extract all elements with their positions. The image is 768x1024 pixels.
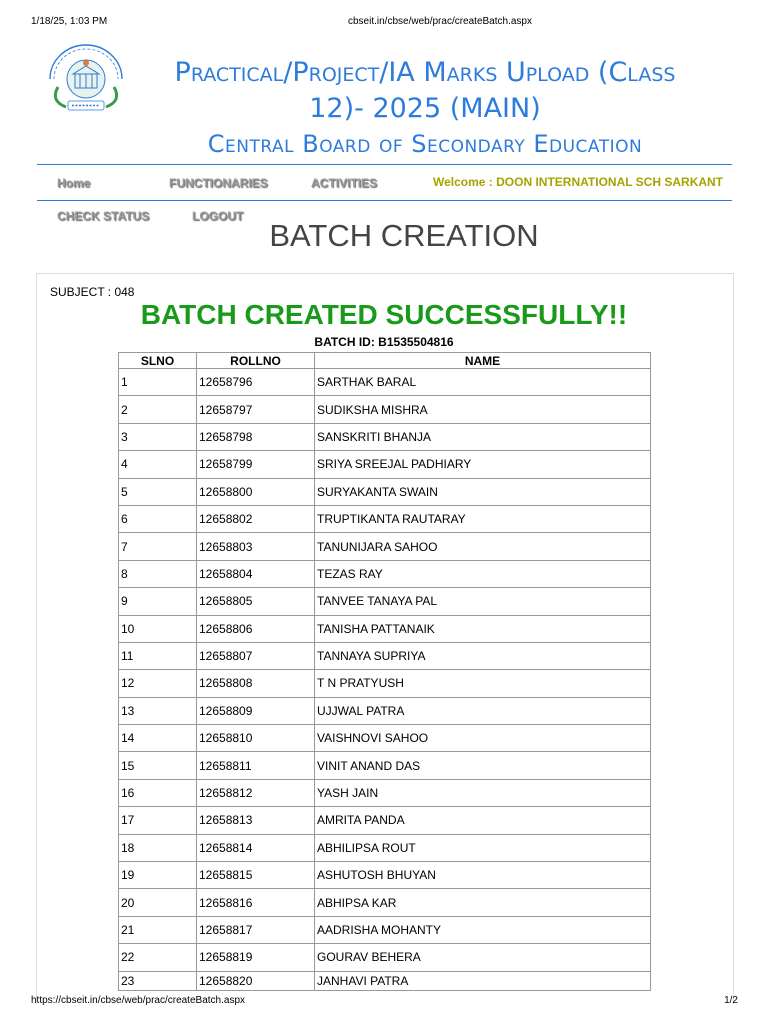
- table-row: [119, 478, 651, 505]
- cell-rollno: 12658808: [197, 670, 315, 697]
- student-table: [118, 352, 651, 991]
- cell-name: AADRISHA MOHANTY: [315, 916, 651, 943]
- cell-name: UJJWAL PATRA: [315, 697, 651, 724]
- cell-slno: 19: [119, 862, 197, 889]
- cell-name: T N PRATYUSH: [315, 670, 651, 697]
- cell-rollno: 12658816: [197, 889, 315, 916]
- cell-slno: 11: [119, 642, 197, 669]
- table-row: [119, 369, 651, 396]
- cell-name: SURYAKANTA SWAIN: [315, 478, 651, 505]
- nav-check-status[interactable]: CHECK STATUS: [57, 209, 150, 223]
- header-divider: [37, 164, 732, 165]
- board-name: Central Board of Secondary Education: [207, 130, 643, 158]
- cell-name: VINIT ANAND DAS: [315, 752, 651, 779]
- welcome-message: Welcome : DOON INTERNATIONAL SCH SARKANT: [433, 175, 724, 189]
- table-row: [119, 834, 651, 861]
- cell-rollno: 12658814: [197, 834, 315, 861]
- cell-rollno: 12658804: [197, 560, 315, 587]
- nav-functionaries[interactable]: FUNCTIONARIES: [169, 176, 268, 190]
- cell-slno: 7: [119, 533, 197, 560]
- table-row: [119, 451, 651, 478]
- cell-name: SANSKRITI BHANJA: [315, 423, 651, 450]
- table-row: [119, 505, 651, 532]
- table-row: [119, 697, 651, 724]
- table-body: [119, 369, 651, 991]
- table-row: [119, 725, 651, 752]
- cell-rollno: 12658820: [197, 971, 315, 990]
- table-row: [119, 889, 651, 916]
- cell-name: ASHUTOSH BHUYAN: [315, 862, 651, 889]
- cell-name: VAISHNOVI SAHOO: [315, 725, 651, 752]
- cell-slno: 18: [119, 834, 197, 861]
- table-row: [119, 971, 651, 990]
- column-header-rollno: ROLLNO: [197, 353, 315, 369]
- cell-name: TANUNIJARA SAHOO: [315, 533, 651, 560]
- cell-rollno: 12658815: [197, 862, 315, 889]
- page-heading: BATCH CREATION: [269, 218, 539, 253]
- table-row: [119, 807, 651, 834]
- subject-label: SUBJECT : 048: [50, 285, 135, 299]
- cell-rollno: 12658803: [197, 533, 315, 560]
- cell-rollno: 12658806: [197, 615, 315, 642]
- cell-slno: 1: [119, 369, 197, 396]
- cell-slno: 2: [119, 396, 197, 423]
- table-row: [119, 642, 651, 669]
- cell-slno: 15: [119, 752, 197, 779]
- batch-id: BATCH ID: B1535504816: [314, 335, 454, 349]
- cell-slno: 6: [119, 505, 197, 532]
- cell-slno: 8: [119, 560, 197, 587]
- cell-name: TANNAYA SUPRIYA: [315, 642, 651, 669]
- cell-slno: 5: [119, 478, 197, 505]
- cell-name: TANVEE TANAYA PAL: [315, 588, 651, 615]
- table-row: [119, 588, 651, 615]
- cell-slno: 12: [119, 670, 197, 697]
- cell-slno: 13: [119, 697, 197, 724]
- cell-name: SRIYA SREEJAL PADHIARY: [315, 451, 651, 478]
- cell-rollno: 12658817: [197, 916, 315, 943]
- table-row: [119, 916, 651, 943]
- cell-rollno: 12658797: [197, 396, 315, 423]
- cell-rollno: 12658819: [197, 944, 315, 971]
- cell-slno: 16: [119, 779, 197, 806]
- cell-rollno: 12658802: [197, 505, 315, 532]
- cell-name: AMRITA PANDA: [315, 807, 651, 834]
- cell-name: TANISHA PATTANAIK: [315, 615, 651, 642]
- cell-rollno: 12658807: [197, 642, 315, 669]
- table-row: [119, 752, 651, 779]
- cell-rollno: 12658800: [197, 478, 315, 505]
- cell-rollno: 12658809: [197, 697, 315, 724]
- success-message: BATCH CREATED SUCCESSFULLY!!: [140, 299, 628, 330]
- cell-rollno: 12658811: [197, 752, 315, 779]
- cell-slno: 14: [119, 725, 197, 752]
- column-header-name: NAME: [315, 353, 651, 369]
- cell-slno: 20: [119, 889, 197, 916]
- cell-slno: 22: [119, 944, 197, 971]
- cell-name: YASH JAIN: [315, 779, 651, 806]
- cell-name: TRUPTIKANTA RAUTARAY: [315, 505, 651, 532]
- nav-activities[interactable]: ACTIVITIES: [311, 176, 378, 190]
- print-footer-url: https://cbseit.in/cbse/web/prac/createBatch.aspx: [31, 995, 245, 1006]
- nav-divider: [37, 200, 732, 201]
- page-title: [130, 55, 720, 127]
- print-timestamp: 1/18/25, 1:03 PM: [31, 16, 108, 27]
- table-row: [119, 862, 651, 889]
- nav-logout[interactable]: LOGOUT: [192, 209, 244, 223]
- table-row: [119, 560, 651, 587]
- table-row: [119, 423, 651, 450]
- cell-name: SARTHAK BARAL: [315, 369, 651, 396]
- print-page-number: 1/2: [724, 995, 738, 1006]
- cell-name: ABHIPSA KAR: [315, 889, 651, 916]
- cell-slno: 21: [119, 916, 197, 943]
- cell-rollno: 12658812: [197, 779, 315, 806]
- table-row: [119, 670, 651, 697]
- cell-slno: 9: [119, 588, 197, 615]
- title-line-2: 12)- 2025 (MAIN): [309, 93, 541, 124]
- cell-name: ABHILIPSA ROUT: [315, 834, 651, 861]
- table-row: [119, 944, 651, 971]
- print-page-url: cbseit.in/cbse/web/prac/createBatch.aspx: [348, 16, 532, 27]
- table-row: [119, 533, 651, 560]
- cell-rollno: 12658799: [197, 451, 315, 478]
- cell-name: JANHAVI PATRA: [315, 971, 651, 990]
- column-header-slno: SLNO: [119, 353, 197, 369]
- cell-slno: 4: [119, 451, 197, 478]
- cell-rollno: 12658796: [197, 369, 315, 396]
- table-row: [119, 396, 651, 423]
- table-row: [119, 779, 651, 806]
- cell-rollno: 12658813: [197, 807, 315, 834]
- cell-slno: 10: [119, 615, 197, 642]
- cell-name: SUDIKSHA MISHRA: [315, 396, 651, 423]
- table-header-row: [119, 353, 651, 369]
- cell-rollno: 12658805: [197, 588, 315, 615]
- table-row: [119, 615, 651, 642]
- cell-rollno: 12658810: [197, 725, 315, 752]
- cell-slno: 3: [119, 423, 197, 450]
- cell-name: GOURAV BEHERA: [315, 944, 651, 971]
- cell-slno: 17: [119, 807, 197, 834]
- cell-slno: 23: [119, 971, 197, 990]
- cell-rollno: 12658798: [197, 423, 315, 450]
- title-line-1: Practical/Project/IA Marks Upload (Class: [174, 57, 676, 88]
- nav-home[interactable]: Home: [57, 176, 91, 190]
- cell-name: TEZAS RAY: [315, 560, 651, 587]
- cbse-logo: [44, 41, 128, 115]
